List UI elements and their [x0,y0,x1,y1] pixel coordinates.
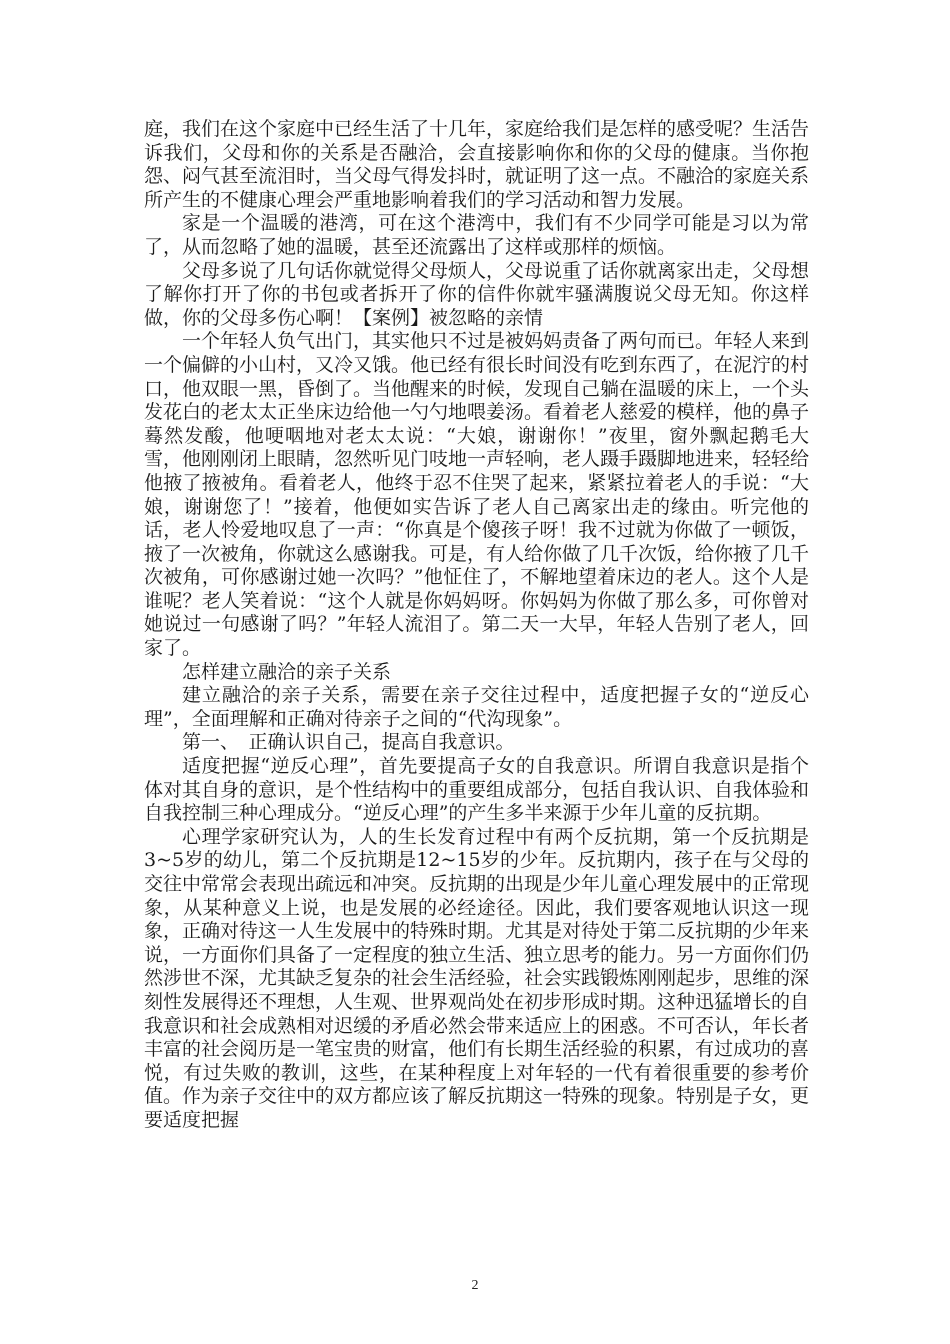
body-paragraph: 家是一个温暖的港湾，可在这个港湾中，我们有不少同学可能是习以为常了，从而忽略了她的温暖，甚至还流露出了这样或那样的烦恼。 [144,212,809,258]
case-story-paragraph: 一个年轻人负气出门，其实他只不过是被妈妈责备了两句而已。年轻人来到一个偏僻的小山村，又冷又饿。他已经有很长时间没有吃到东西了，在泥泞的村口，他双眼一黑，昏倒了。当他醒来的时候，发现自己躺在温暖的床上，一个头发花白的老太太正坐床边给他一勺勺地喂姜汤。看着老人慈爱的模样，他的鼻子蓦然发酸，他哽咽地对老太太说：“大娘，谢谢你！”夜里，窗外飘起鹅毛大雪，他刚刚闭上眼睛，忽然听见门吱地一声轻响，老人蹑手蹑脚地进来，轻轻给他掖了掖被角。看着老人，他终于忍不住哭了起来，紧紧拉着老人的手说：“大娘，谢谢您了！”接着，他便如实告诉了老人自己离家出走的缘由。听完他的话，老人怜爱地叹息了一声：“你真是个傻孩子呀！我不过就为你做了一顿饭，掖了一次被角，你就这么感谢我。可是，有人给你做了几千次饭，给你掖了几千次被角，可你感谢过她一次吗？”他怔住了，不解地望着床边的老人。这个人是谁呢？老人笑着说：“这个人就是你妈妈呀。你妈妈为你做了那么多，可你曾对她说过一句感谢了吗？”年轻人流泪了。第二天一大早，年轻人告别了老人，回家了。 [144,330,810,660]
page-number: 2 [471,1278,479,1293]
body-paragraph: 庭，我们在这个家庭中已经生活了十几年，家庭给我们是怎样的感受呢？生活告诉我们，父母和你的关系是否融洽，会直接影响你和你的父母的健康。当你抱怨、闷气甚至流泪时，当父母气得发抖时，就证明了这一点。不融洽的家庭关系所产生的不健康心理会严重地影响着我们的学习活动和智力发展。 [144,118,810,211]
section-heading: 怎样建立融洽的亲子关系 [182,660,392,683]
body-paragraph: 父母多说了几句话你就觉得父母烦人，父母说重了话你就离家出走，父母想了解你打开了你的书包或者拆开了你的信件你就牢骚满腹说父母无知。你这样做，你的父母多伤心啊！【案例】被忽略的亲情 [144,259,810,329]
document-body [144,118,809,1133]
body-paragraph: 心理学家研究认为，人的生长发育过程中有两个反抗期，第一个反抗期是3~5岁的幼儿，第二个反抗期是12~15岁的少年。反抗期内，孩子在与父母的交往中常常会表现出疏远和冲突。反抗期的出现是少年儿童心理发展中的正常现象，从某种意义上说，也是发展的必经途径。因此，我们要客观地认识这一现象，正确对待这一人生发展中的特殊时期。尤其是对待处于第二反抗期的少年来说，一方面你们具备了一定程度的独立生活、独立思考的能力。另一方面你们仍然涉世不深，尤其缺乏复杂的社会生活经验，社会实践锻炼刚刚起步，思维的深刻性发展得还不理想，人生观、世界观尚处在初步形成时期。这种迅猛增长的自我意识和社会成熟相对迟缓的矛盾必然会带来适应上的困惑。不可否认，年长者丰富的社会阅历是一笔宝贵的财富，他们有长期生活经验的积累，有过成功的喜悦，有过失败的教训，这些，在某种程度上对年轻的一代有着很重要的参考价值。作为亲子交往中的双方都应该了解反抗期这一特殊的现象。特别是子女，更要适度把握 [144,825,810,1131]
body-paragraph: 建立融洽的亲子关系，需要在亲子交往过程中，适度把握子女的“逆反心理”，全面理解和正确对待亲子之间的“代沟现象”。 [144,684,809,730]
body-paragraph: 适度把握“逆反心理”，首先要提高子女的自我意识。所谓自我意识是指个体对其自身的意识，是个性结构中的重要组成部分，包括自我认识、自我体验和自我控制三种心理成分。“逆反心理”的产生多半来源于少年儿童的反抗期。 [144,755,810,825]
subsection-heading: 第一、 正确认识自己，提高自我意识。 [182,731,515,754]
